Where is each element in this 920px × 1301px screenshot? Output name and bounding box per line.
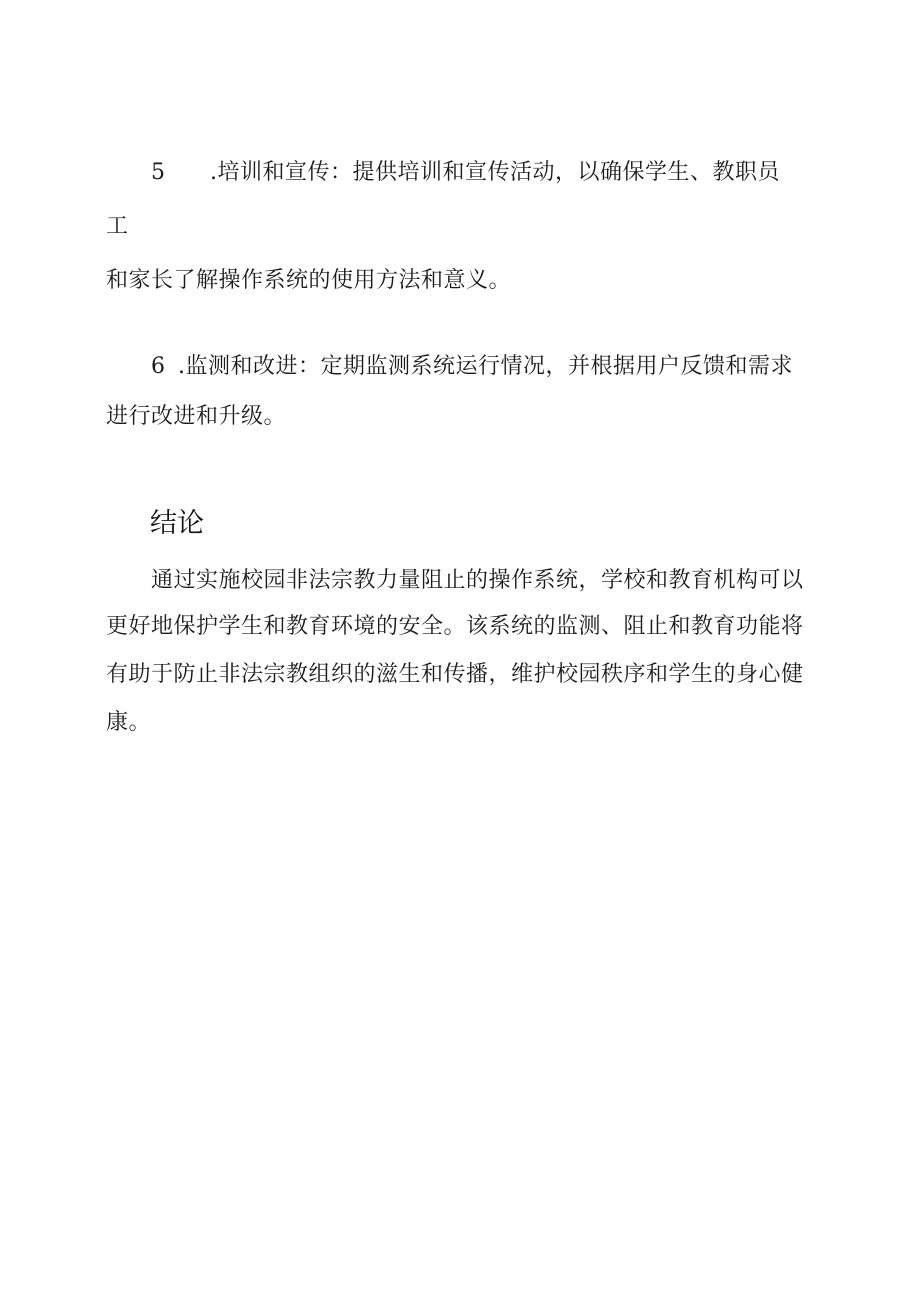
item-number: 5: [151, 160, 166, 185]
item-text-line: 工: [106, 214, 129, 239]
paragraph-line: 有助于防止非法宗教组织的滋生和传播，维护校园秩序和学生的身心健: [106, 662, 804, 687]
item-number: 6: [151, 354, 166, 379]
item-text-line: .培训和宣传：提供培训和宣传活动，以确保学生、教职员: [210, 160, 780, 185]
section-heading: 结论: [150, 508, 204, 539]
paragraph-line: 更好地保护学生和教育环境的安全。该系统的监测、阻止和教育功能将: [106, 614, 804, 639]
paragraph-line: 康。: [106, 710, 152, 735]
paragraph-line: 通过实施校园非法宗教力量阻止的操作系统，学校和教育机构可以: [151, 568, 804, 593]
item-text-line: 和家长了解操作系统的使用方法和意义。: [106, 268, 512, 293]
item-text-line: .监测和改进：定期监测系统运行情况，并根据用户反馈和需求: [178, 354, 793, 379]
item-text-line: 进行改进和升级。: [106, 404, 287, 429]
